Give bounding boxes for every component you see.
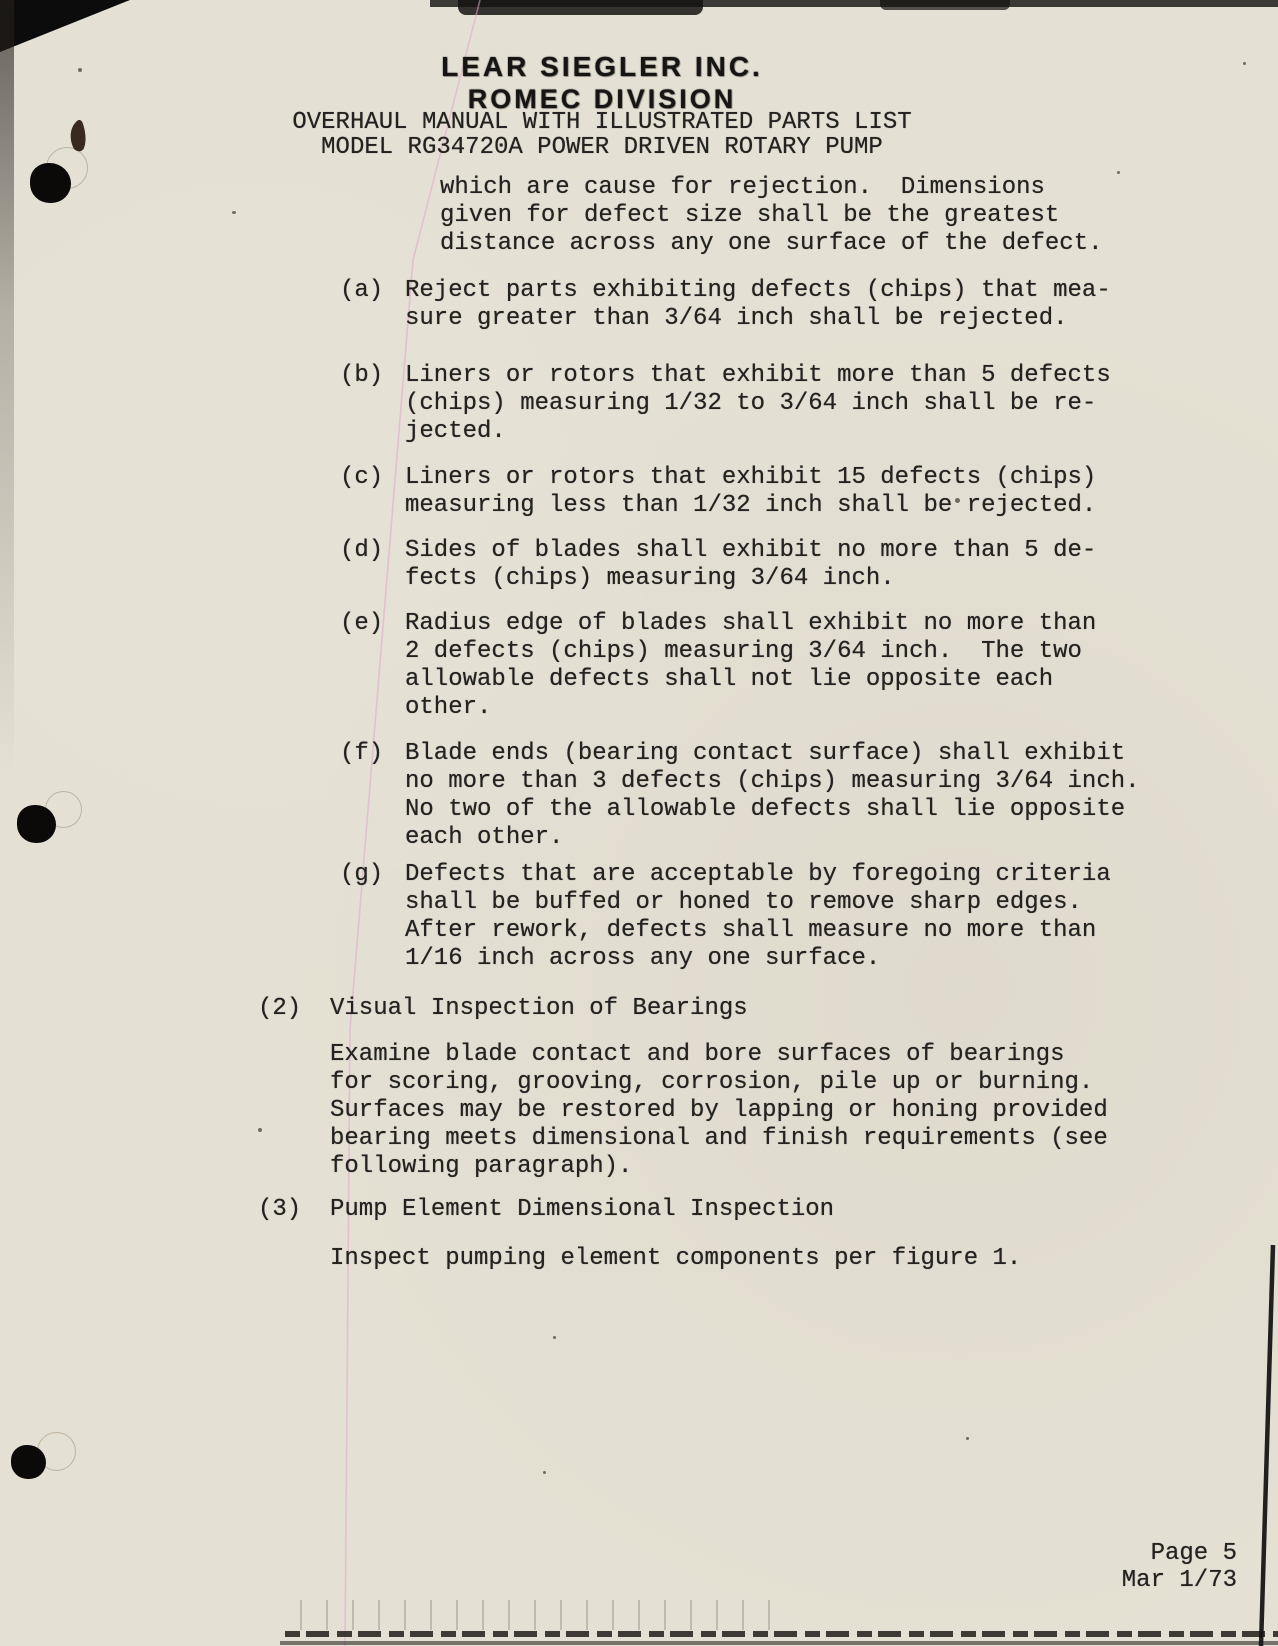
item-text: Liners or rotors that exhibit 15 defects (chips) measuring less than 1/32 inch shall be rejected. [405, 464, 1097, 519]
item-label: (d) [340, 537, 384, 564]
intro-paragraph: which are cause for rejection. Dimensions given for defect size shall be the greatest distance across any one surface of the defect. [440, 174, 1103, 257]
list-item-g [340, 861, 1111, 973]
item-text: Defects that are acceptable by foregoing criteria shall be buffed or honed to remove sharp edges. After rework, defects shall measure no more than 1/16 inch across any one surface. [405, 861, 1111, 972]
scan-top-smudge [458, 0, 703, 15]
division-stamp: ROMEC DIVISION [467, 84, 737, 114]
item-text: Sides of blades shall exhibit no more than 5 de- fects (chips) measuring 3/64 inch. [405, 537, 1097, 592]
section-title: Pump Element Dimensional Inspection [330, 1196, 835, 1223]
section-label: (3) [258, 1196, 302, 1223]
item-label: (f) [340, 740, 384, 767]
company-stamp: LEAR SIEGLER INC. [441, 51, 763, 82]
section-title: Visual Inspection of Bearings [330, 995, 748, 1022]
item-text: Radius edge of blades shall exhibit no more than 2 defects (chips) measuring 3/64 inch. The two allowable defects shall not lie opposite each other. [405, 610, 1097, 721]
paper-speck [1117, 171, 1120, 174]
item-text: Reject parts exhibiting defects (chips) that mea- sure greater than 3/64 inch shall be rejected. [405, 277, 1111, 332]
scan-bottom-dashed-line [285, 1631, 1278, 1637]
scan-bottom-ticks [300, 1600, 770, 1630]
paper-speck [966, 1437, 969, 1440]
section-label: (2) [258, 995, 302, 1022]
punch-hole [11, 1445, 46, 1479]
item-label: (b) [340, 362, 384, 389]
section-3-heading [258, 1196, 834, 1224]
scan-top-smudge [880, 0, 1010, 10]
punch-hole [17, 805, 56, 843]
page-number: Page 5 [1150, 1540, 1237, 1567]
item-text: Blade ends (bearing contact surface) shall exhibit no more than 3 defects (chips) measuring 3/64 inch. No two of the allowable defects shall lie opposite each other. [405, 740, 1140, 851]
section-2-body: Examine blade contact and bore surfaces of bearings for scoring, grooving, corrosion, pile up or burning. Surfaces may be restored by lapping or honing provided bearing meets dimensional and finish requirements (see following paragraph). [330, 1041, 1108, 1180]
paper-speck [232, 211, 236, 214]
item-label: (c) [340, 464, 384, 491]
list-item-e [340, 610, 1096, 722]
section-3-body: Inspect pumping element components per figure 1. [330, 1245, 1022, 1272]
list-item-c [340, 464, 1096, 520]
list-item-b [340, 362, 1111, 446]
item-text: Liners or rotors that exhibit more than 5 defects (chips) measuring 1/32 to 3/64 inch shall be re- jected. [405, 362, 1111, 445]
list-item-d [340, 537, 1096, 593]
paper-speck [258, 1128, 262, 1132]
paper-speck [543, 1471, 546, 1474]
item-label: (e) [340, 610, 384, 637]
punch-hole [30, 163, 71, 203]
scan-corner-artifact [0, 0, 130, 52]
list-item-a [340, 277, 1111, 333]
section-2-heading [258, 995, 748, 1023]
paper-speck [1243, 62, 1246, 65]
manual-title: OVERHAUL MANUAL WITH ILLUSTRATED PARTS LIST [292, 109, 912, 136]
paper-speck [553, 1336, 556, 1339]
revision-date: Mar 1/73 [1121, 1567, 1237, 1594]
item-label: (g) [340, 861, 384, 888]
item-label: (a) [340, 277, 384, 304]
scan-bottom-edge-line [280, 1641, 1278, 1645]
list-item-f [340, 740, 1140, 852]
scan-right-edge-line [1261, 1245, 1273, 1646]
model-title: MODEL RG34720A POWER DRIVEN ROTARY PUMP [321, 134, 883, 161]
